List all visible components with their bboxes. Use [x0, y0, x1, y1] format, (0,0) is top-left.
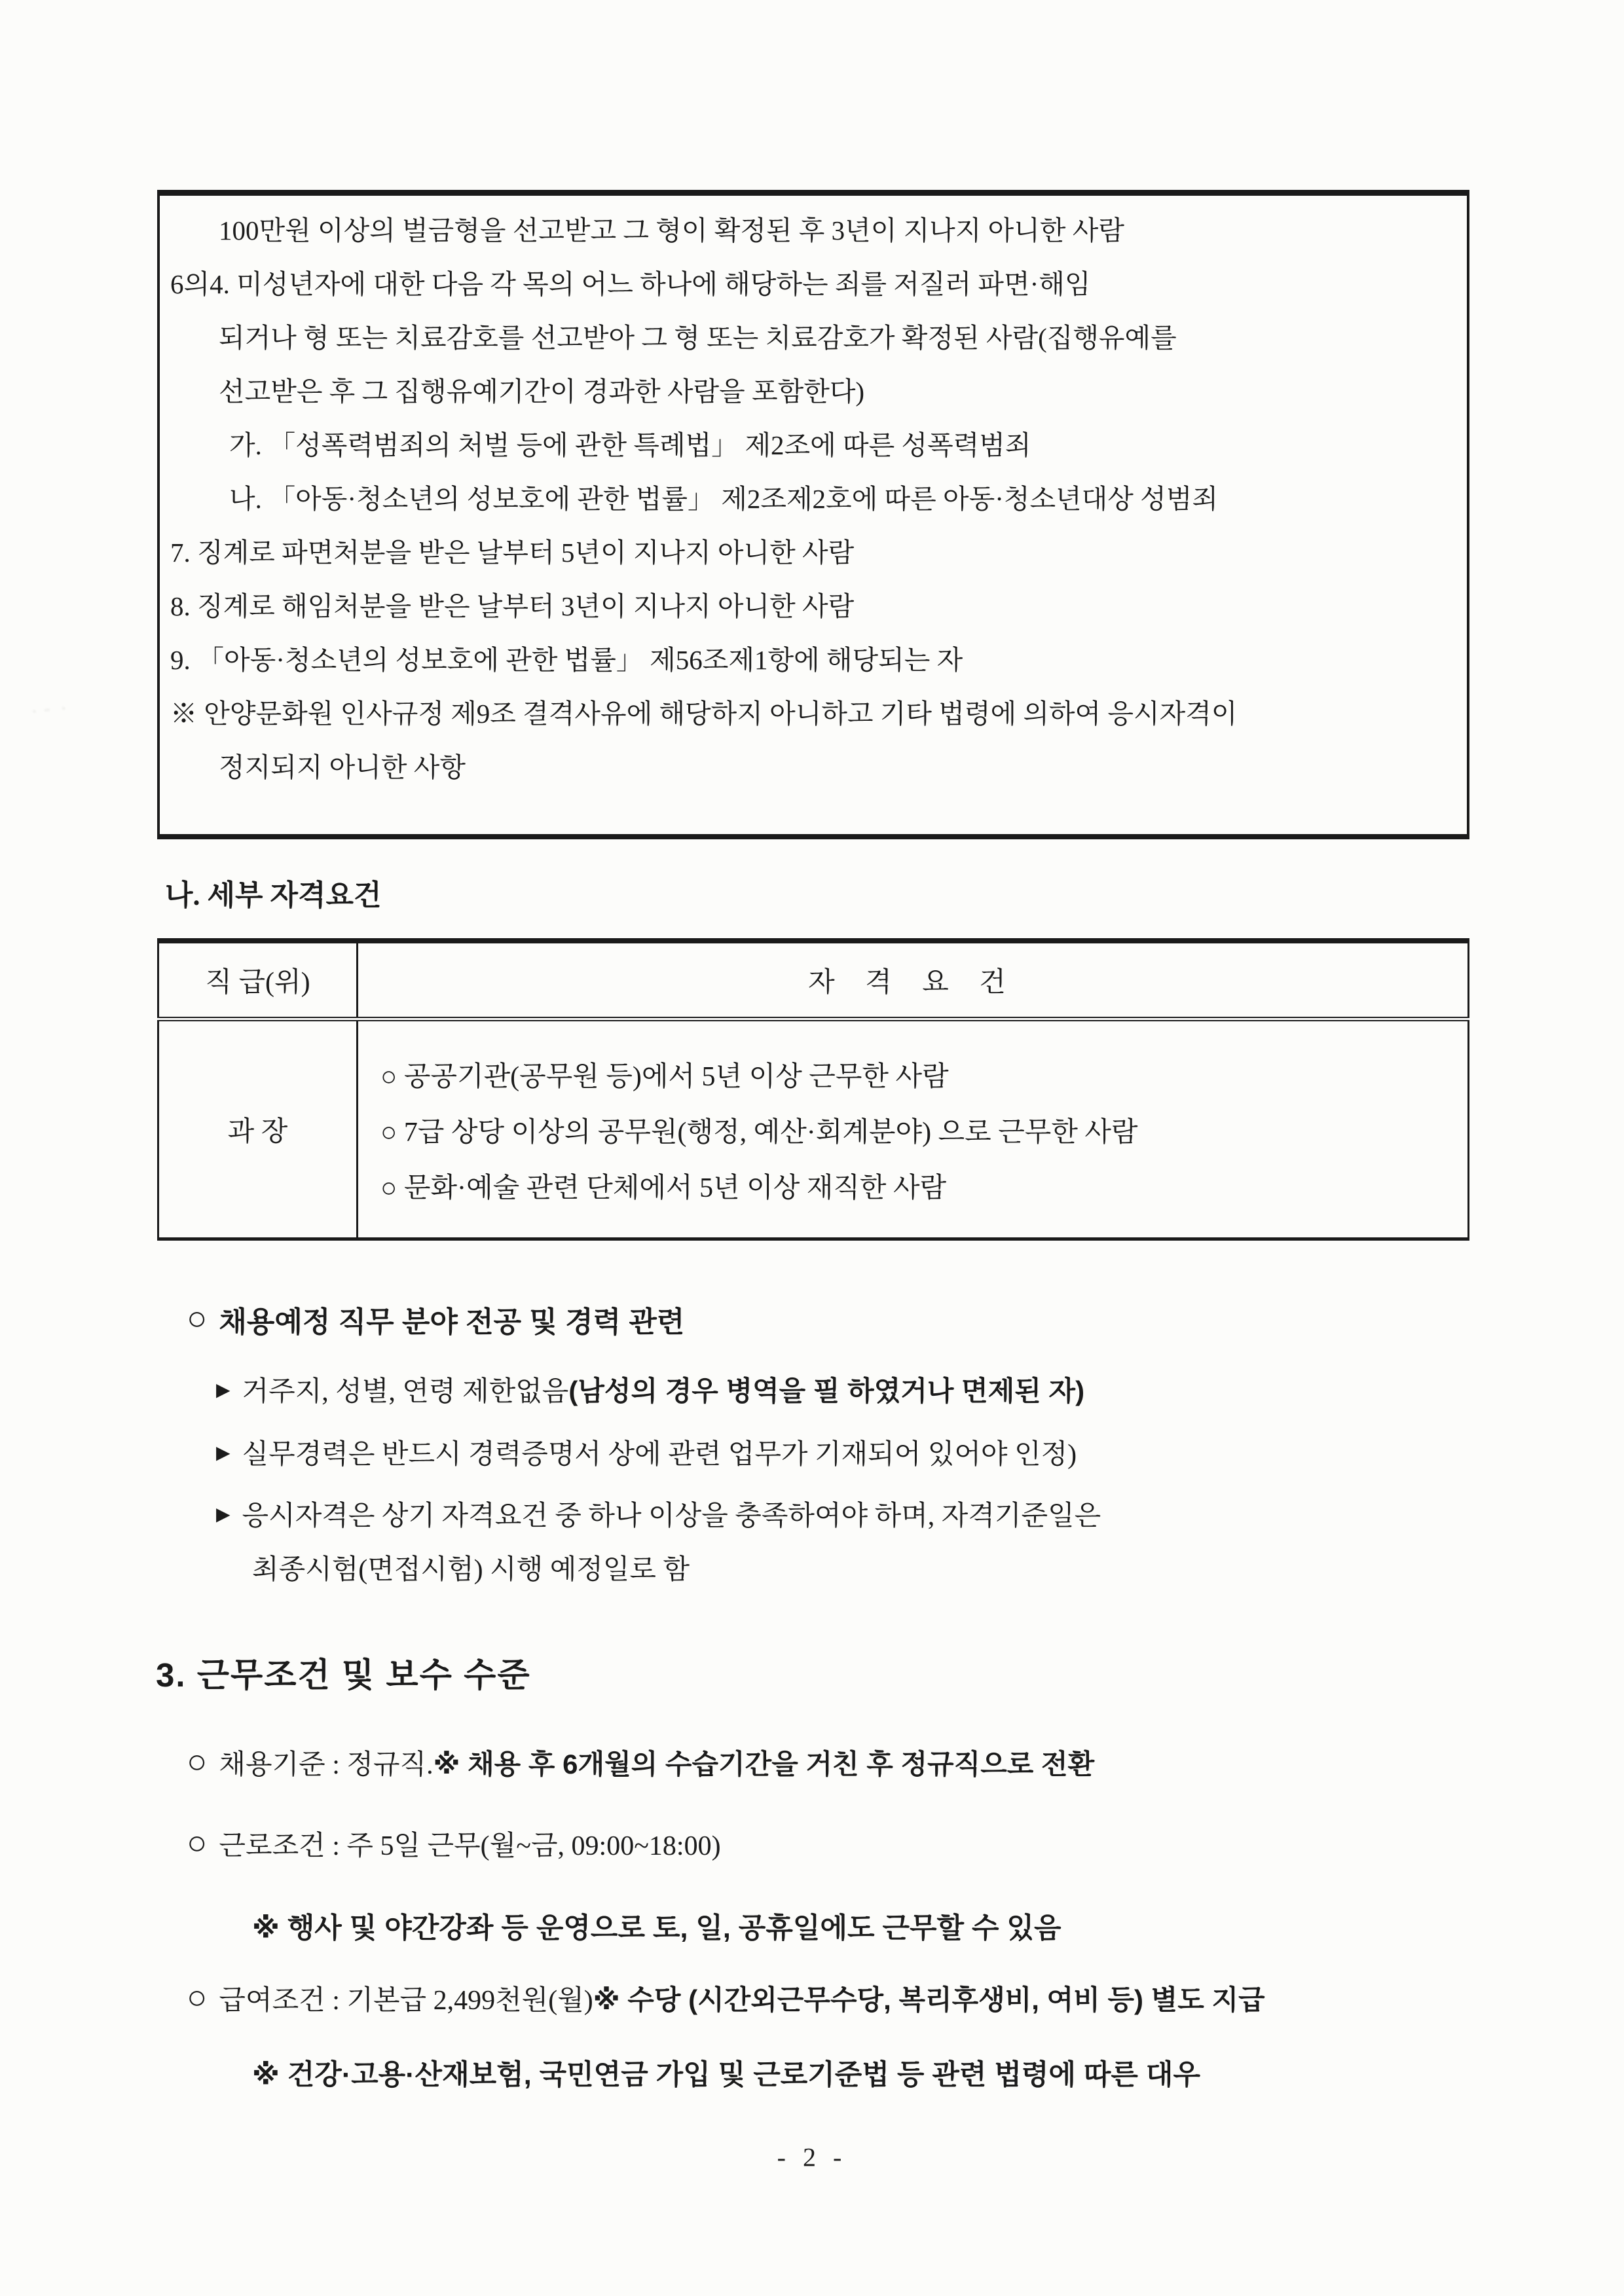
requirement-line: ○ 문화·예술 관련 단체에서 5년 이상 재직한 사람 [380, 1173, 947, 1203]
triangle-bullet-icon: ▶ [216, 1378, 231, 1400]
work-item-text-bold: ※ 수당 (시간외근무수당, 복리후생비, 여비 등) 별도 지급 [593, 1984, 1265, 2015]
box-line: 선고받은 후 그 집행유예기간이 경과한 사람을 포함한다) [219, 376, 865, 407]
table-header-row [158, 941, 1469, 1019]
box-line: 9. 「아동·청소년의 성보호에 관한 법률」 제56조제1항에 해당되는 자 [170, 645, 963, 675]
note-item [216, 1494, 1101, 1533]
notes-title-text: 채용예정 직무 분야 전공 및 경력 관련 [219, 1306, 685, 1338]
table-row [158, 1019, 1469, 1239]
requirement-line: ○ 공공기관(공무원 등)에서 5년 이상 근무한 사람 [380, 1062, 949, 1092]
requirement-line: ○ 7급 상당 이상의 공무원(행정, 예산·회계분야) 으로 근무한 사람 [380, 1118, 1138, 1148]
box-line: 7. 징계로 파면처분을 받은 날부터 5년이 지나지 아니한 사람 [170, 538, 855, 568]
work-subnote: ※ 행사 및 야간강좌 등 운영으로 토, 일, 공휴일에도 근무할 수 있음 [252, 1912, 1061, 1944]
circle-bullet-icon: ○ [187, 1825, 208, 1862]
work-item-text: 채용기준 : 정규직. [219, 1750, 434, 1780]
work-item-text-bold: ※ 채용 후 6개월의 수습기간을 거친 후 정규직으로 전환 [433, 1749, 1095, 1779]
work-item [187, 1824, 721, 1863]
box-line: 6의4. 미성년자에 대한 다음 각 목의 어느 하나에 해당하는 죄를 저질러 파면·해임 [170, 269, 1091, 299]
detail-section-title: 나. 세부 자격요건 [165, 879, 382, 911]
work-section-heading: 3. 근무조건 및 보수 수준 [156, 1656, 531, 1694]
circle-bullet-icon: ○ [187, 1743, 208, 1781]
note-text: 응시자격은 상기 자격요건 중 하나 이상을 충족하여야 하며, 자격기준일은 [242, 1501, 1101, 1531]
triangle-bullet-icon: ▶ [216, 1441, 231, 1463]
scan-artifact [27, 697, 76, 714]
box-line: ※ 안양문화원 인사규정 제9조 결격사유에 해당하지 아니하고 기타 법령에 의하여 응시자격이 [170, 699, 1238, 729]
box-line: 가. 「성폭력범죄의 처벌 등에 관한 특례법」 제2조에 따른 성폭력범죄 [229, 430, 1031, 460]
note-text: 실무경력은 반드시 경력증명서 상에 관련 업무가 기재되어 있어야 인정) [242, 1440, 1077, 1470]
page-number: - 2 - [777, 2142, 847, 2172]
circle-bullet-icon: ○ [187, 1300, 208, 1338]
circle-bullet-icon: ○ [187, 1979, 208, 2016]
note-text: 거주지, 성별, 연령 제한없음 [242, 1377, 569, 1407]
work-item-text: 근로조건 : 주 5일 근무(월~금, 09:00~18:00) [219, 1831, 721, 1861]
col-header-requirement: 자 격 요 건 [358, 941, 1469, 1019]
col-header-position: 직 급(위) [158, 941, 358, 1019]
box-line: 100만원 이상의 벌금형을 선고받고 그 형이 확정된 후 3년이 지나지 아니한 사람 [219, 215, 1124, 246]
triangle-bullet-icon: ▶ [216, 1503, 231, 1525]
work-item [187, 1978, 1265, 2018]
note-text-bold: (남성의 경우 병역을 필 하였거나 면제된 자) [568, 1376, 1085, 1406]
qualification-table [157, 938, 1469, 1241]
eligibility-box [157, 190, 1469, 839]
note-item [216, 1432, 1077, 1472]
position-cell: 과 장 [158, 1019, 358, 1239]
requirement-cell [358, 1019, 1469, 1239]
note-continuation: 최종시험(면접시험) 시행 예정일로 함 [252, 1555, 690, 1585]
work-subnote: ※ 건강·고용·산재보험, 국민연금 가입 및 근로기준법 등 관련 법령에 따른 대우 [252, 2059, 1200, 2091]
work-item-text: 급여조건 : 기본급 2,499천원(월) [219, 1986, 593, 2016]
box-line: 정지되지 아니한 사항 [219, 752, 466, 782]
box-line: 8. 징계로 해임처분을 받은 날부터 3년이 지나지 아니한 사람 [170, 591, 855, 621]
note-item [216, 1370, 1084, 1409]
notes-title [187, 1298, 684, 1340]
box-line: 나. 「아동·청소년의 성보호에 관한 법률」 제2조제2호에 따른 아동·청소년대상 성범죄 [229, 484, 1218, 514]
work-item [187, 1743, 1094, 1782]
box-line: 되거나 형 또는 치료감호를 선고받아 그 형 또는 치료감호가 확정된 사람(집행유예를 [219, 323, 1177, 353]
